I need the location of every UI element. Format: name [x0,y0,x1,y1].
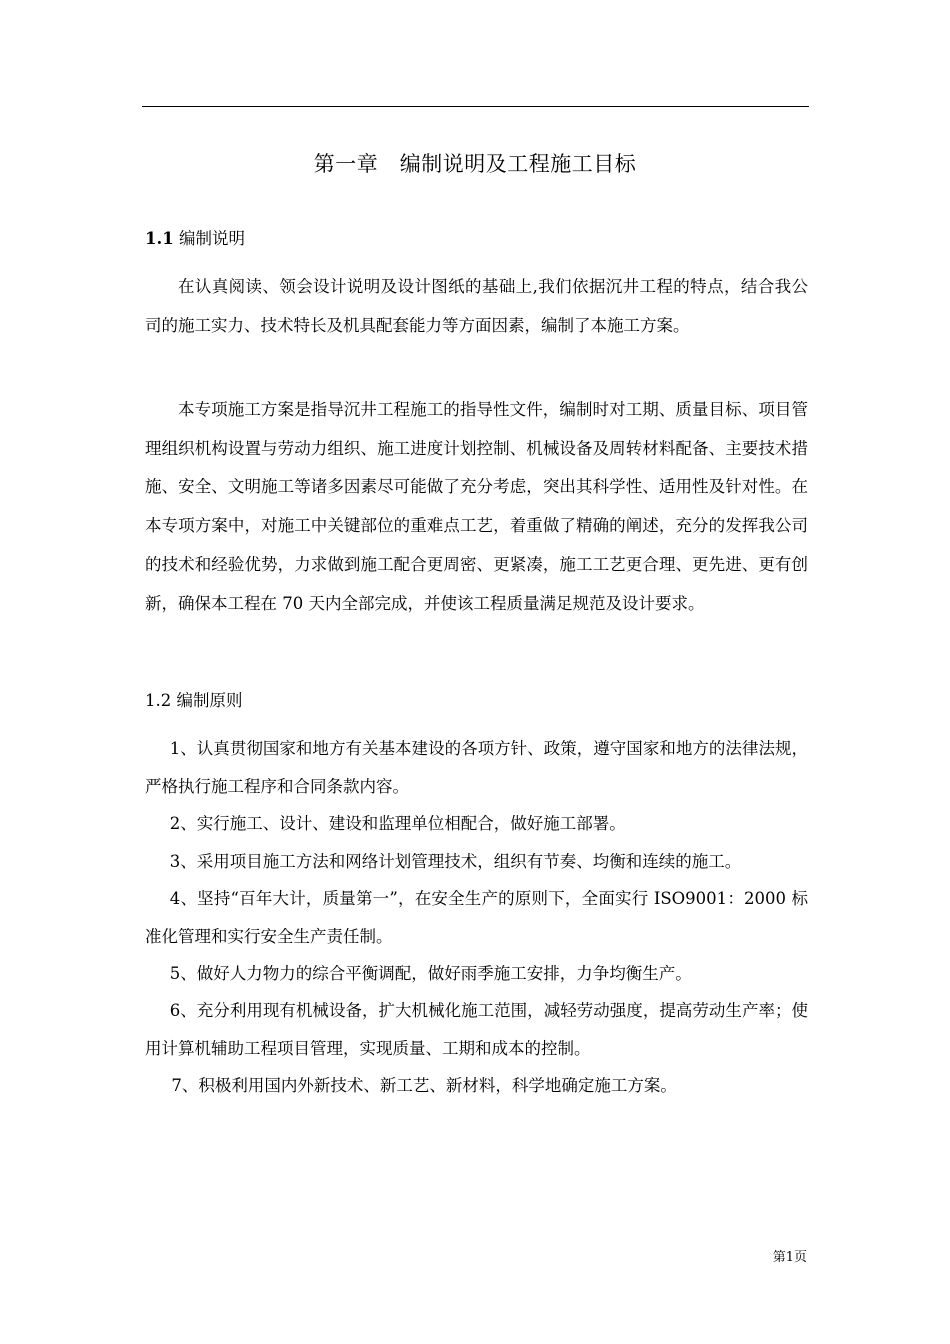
section-title: 编制说明 [178,229,245,248]
principle-item-4: 4、坚持“百年大计，质量第一”，在安全生产的原则下，全面实行 ISO9001：2000 标准化管理和实行安全生产责任制。 [145,889,808,946]
principle-item-2: 2、实行施工、设计、建设和监理单位相配合，做好施工部署。 [169,814,626,833]
chapter-title: 第一章 编制说明及工程施工目标 [313,152,637,176]
section-heading-1-2: 1.2 编制原则 [145,691,243,710]
principle-item-5: 5、做好人力物力的综合平衡调配，做好雨季施工安排，力争均衡生产。 [169,964,692,983]
page-number: 第1页 [772,1250,807,1265]
paragraph-2: 本专项施工方案是指导沉井工程施工的指导性文件，编制时对工期、质量目标、项目管理组织机构设置与劳动力组织、施工进度计划控制、机械设备及周转材料配备、主要技术措施、安全、文明施工等诸多因素尽可能做了充分考虑，突出其科学性、适用性及针对性。在本专项方案中，对施工中关键部位的重难点工艺，着重做了精确的阐述，充分的发挥我公司的技术和经验优势，力求做到施工配合更周密、更紧凑，施工工艺更合理、更先进、更有创新，确保本工程在 70 天内全部完成，并使该工程质量满足规范及设计要求。 [145,400,808,613]
section-number: 1.1 [145,229,174,248]
section-heading-1-1 [145,225,245,249]
principle-item-3: 3、采用项目施工方法和网络计划管理技术，组织有节奏、均衡和连续的施工。 [169,852,742,871]
paragraph-1: 在认真阅读、领会设计说明及设计图纸的基础上,我们依据沉井工程的特点，结合我公司的施工实力、技术特长及机具配套能力等方面因素，编制了本施工方案。 [145,277,808,335]
principle-item-7: 7、积极利用国内外新技术、新工艺、新材料，科学地确定施工方案。 [171,1076,677,1095]
principle-item-6: 6、充分利用现有机械设备，扩大机械化施工范围，减轻劳动强度，提高劳动生产率；使用计算机辅助工程项目管理，实现质量、工期和成本的控制。 [145,1001,808,1058]
header-rule [142,106,809,107]
principle-item-1: 1、认真贯彻国家和地方有关基本建设的各项方针、政策，遵守国家和地方的法律法规，严格执行施工程序和合同条款内容。 [145,739,808,796]
